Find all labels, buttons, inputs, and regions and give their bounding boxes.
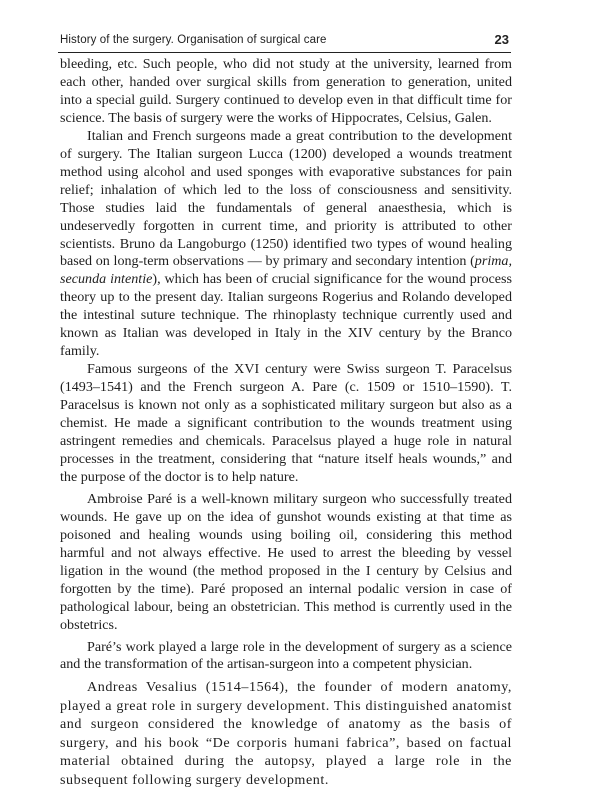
page-header (58, 30, 511, 53)
paragraph-2 (60, 128, 512, 361)
page-number: 23 (494, 32, 509, 47)
paragraph-2-text-end: ), which has been of crucial significance for the wound process theory up to the present day. Italian surgeons Rogerius and Rolando developed the intestinal suture technique. The rhinoplasty technique currently used and known as Italian was developed in Italy in the XIV century by the Branco family. (60, 271, 512, 360)
paragraph-2-latin-term: prima, secunda intentie (60, 253, 512, 288)
paragraph-4: Ambroise Paré is a well-known military surgeon who successfully treated wounds. He gave up on the idea of gunshot wounds existing at that time as poisoned and healing wounds using boiling oil, considering this method harmful and not always effective. He used to arrest the bleeding by vessel ligation in the wound (the method proposed in the I century by Celsius and forgotten by the time). Paré proposed an internal podalic version in case of pathological labour, being an obstetrician. This method is currently used in the obstetrics. (60, 490, 512, 633)
paragraph-3: Famous surgeons of the XVI century were Swiss surgeon T. Paracelsus (1493–1541) and the French surgeon A. Pare (c. 1509 or 1510–1590). T. Paracelsus is known not only as a sophisticated military surgeon but also as a chemist. He made a significant contribution to the wounds treatment using astringent remedies and chemicals. Paracelsus played a huge role in natural processes in the treatment, considering that “nature itself heals wounds,” and the purpose of the doctor is to help nature. (60, 361, 512, 485)
paragraph-1: bleeding, etc. Such people, who did not study at the university, learned from each other, handed over surgical skills from generation to generation, united into a special guild. Surgery continued to develop even in that difficult time for science. The basis of surgery were the works of Hippocrates, Celsius, Galen. (60, 56, 512, 126)
paragraph-2-text-start: Italian and French surgeons made a great contribution to the development of surgery. The Italian surgeon Lucca (1200) developed a wounds treatment method using alcohol and used sponges with evaporative substances for pain relief; inhalation of which led to the loss of consciousness and sensitivity. Those studies laid the fundamentals of general anaesthesia, which is undeservedly forgotten in current time, and priority is attributed to other scientists. Bruno da Langoburgo (1250) identified two types of wound healing based on long-term observations — by primary and secondary intention ( (60, 127, 512, 270)
paragraph-6: Andreas Vesalius (1514–1564), the founder of modern anatomy, played a great role in surgery development. This distinguished anatomist and surgeon considered the knowledge of anatomy as the basis of surgery, and his book “De corporis humani fabrica”, based on factual material obtained during the autopsy, played a large role in the subsequent following surgery development. (60, 679, 512, 788)
paragraph-5: Paré’s work played a large role in the development of surgery as a science and the transformation of the artisan-surgeon into a competent physician. (60, 638, 512, 673)
body-text (60, 56, 512, 789)
running-title: History of the surgery. Organisation of surgical care (60, 34, 327, 46)
